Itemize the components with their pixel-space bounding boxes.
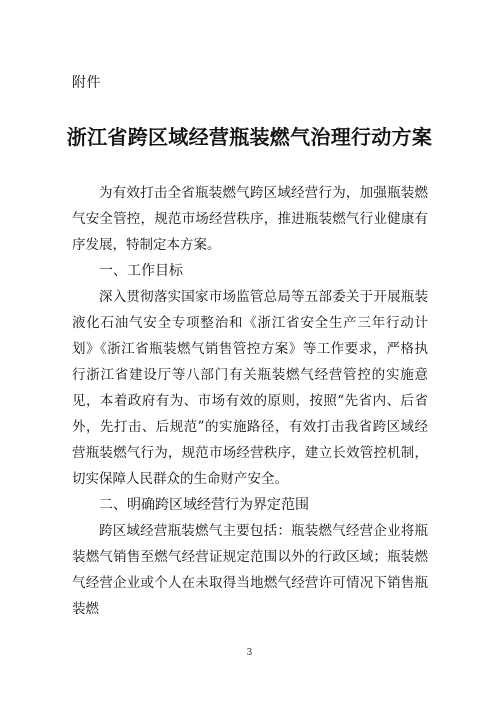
document-body <box>72 180 428 622</box>
section-paragraph-scope: 跨区域经营瓶装燃气主要包括：瓶装燃气经营企业将瓶装燃气销售至燃气经营证规定范围以外的行政区域；瓶装燃气经营企业或个人在未取得当地燃气经营许可情况下销售瓶装燃 <box>72 523 428 617</box>
page-number: 3 <box>246 648 253 658</box>
section-heading-goals: 一、工作目标 <box>99 263 183 279</box>
intro-paragraph: 为有效打击全省瓶装燃气跨区域经营行为，加强瓶装燃气安全管控，规范市场经营秩序，推进瓶装燃气行业健康有序发展，特制定本方案。 <box>72 185 428 253</box>
document-title: 浙江省跨区域经营瓶装燃气治理行动方案 <box>66 125 433 149</box>
section-paragraph-goals: 深入贯彻落实国家市场监管总局等五部委关于开展瓶装液化石油气安全专项整治和《浙江省安全生产三年行动计划》《浙江省瓶装燃气销售管控方案》等工作要求，严格执行浙江省建设厅等八部门有关瓶装燃气经营管控的实施意见，本着政府有为、市场有效的原则，按照“先省内、后省外，先打击、后规范”的实施路径，有效打击我省跨区域经营瓶装燃气行为，规范市场经营秩序，建立长效管控机制，切实保障人民群众的生命财产安全。 <box>72 289 428 487</box>
section-heading-scope: 二、明确跨区域经营行为界定范围 <box>99 497 309 513</box>
attachment-label: 附件 <box>72 75 101 91</box>
